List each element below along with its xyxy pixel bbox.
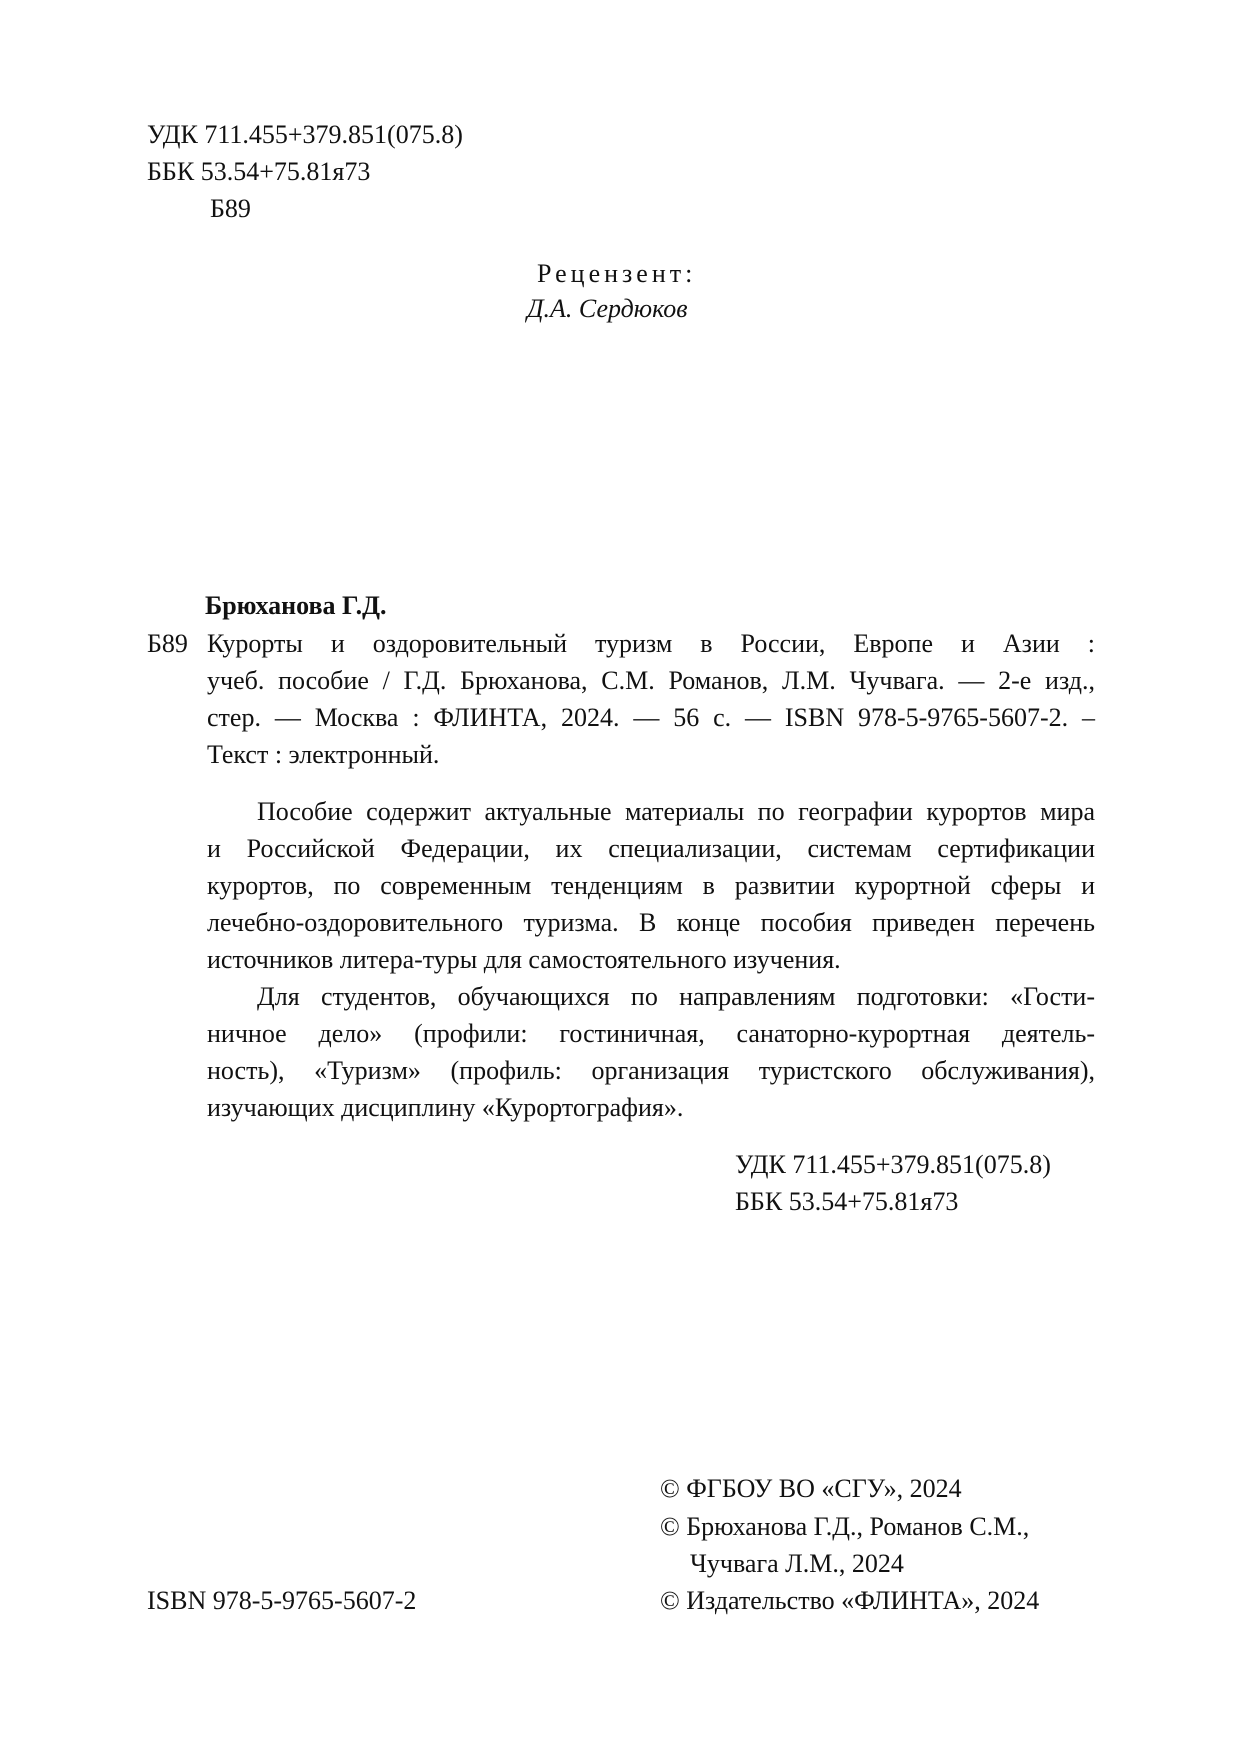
annotation-line: лечебно-оздоровительного туризма. В конце пособия приведен перечень (207, 908, 1095, 937)
top-udk-code: УДК 711.455+379.851(075.8) (147, 120, 463, 149)
bibliographic-line: стер. — Москва : ФЛИНТА, 2024. — 56 с. — ISBN 978-5-9765-5607-2. – (207, 703, 1095, 732)
annotation-line: ность), «Туризм» (профиль: организация туристского обслуживания), (207, 1056, 1095, 1085)
reviewer-label: Рецензент: (537, 259, 697, 288)
annotation-line: и Российской Федерации, их специализации, системам сертификации (207, 834, 1095, 863)
author-heading: Брюханова Г.Д. (205, 591, 387, 620)
copyright-line: © Издательство «ФЛИНТА», 2024 (660, 1586, 1040, 1615)
annotation-line: изучающих дисциплину «Курортография». (207, 1093, 684, 1122)
top-author-code: Б89 (210, 194, 251, 223)
entry-author-code: Б89 (147, 629, 188, 658)
bibliographic-line: Текст : электронный. (207, 740, 440, 769)
annotation-line: Пособие содержит актуальные материалы по географии курортов мира (257, 797, 1095, 826)
bottom-udk-code: УДК 711.455+379.851(075.8) (735, 1150, 1051, 1179)
top-bbk-code: ББК 53.54+75.81я73 (147, 157, 371, 186)
annotation-line: ничное дело» (профили: гостиничная, санаторно-курортная деятель- (207, 1019, 1095, 1048)
copyright-line: © Брюханова Г.Д., Романов С.М., (660, 1512, 1030, 1541)
reviewer-name: Д.А. Сердюков (527, 294, 688, 323)
copyright-line: © ФГБОУ ВО «СГУ», 2024 (660, 1474, 962, 1503)
bibliographic-line: учеб. пособие / Г.Д. Брюханова, С.М. Романов, Л.М. Чучвага. — 2-е изд., (207, 666, 1095, 695)
annotation-line: курортов, по современным тенденциям в развитии курортной сферы и (207, 871, 1095, 900)
annotation-line: источников литера-туры для самостоятельного изучения. (207, 945, 841, 974)
bottom-bbk-code: ББК 53.54+75.81я73 (735, 1187, 959, 1216)
annotation-line: Для студентов, обучающихся по направлениям подготовки: «Гости- (257, 982, 1095, 1011)
isbn: ISBN 978-5-9765-5607-2 (147, 1586, 417, 1615)
copyright-line: Чучвага Л.М., 2024 (690, 1549, 904, 1578)
bibliographic-line: Курорты и оздоровительный туризм в России, Европе и Азии : (207, 629, 1095, 658)
